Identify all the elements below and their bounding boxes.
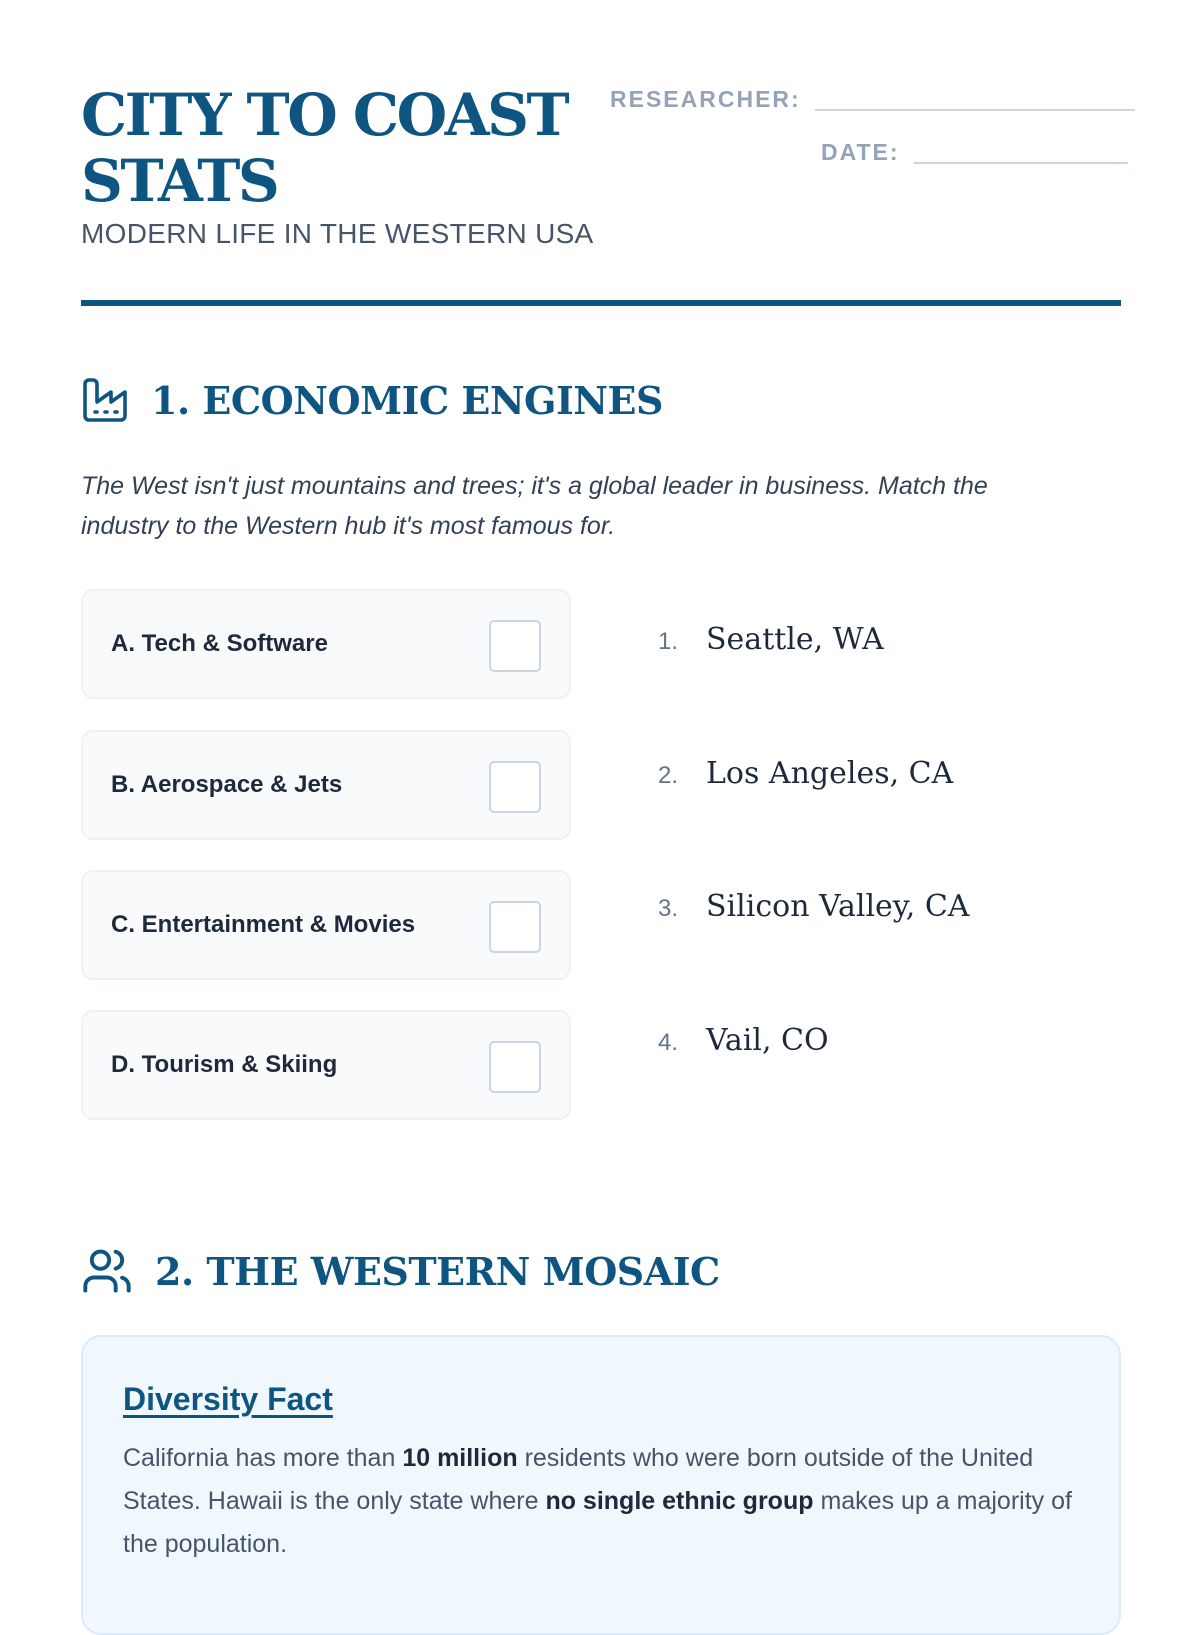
- answer-box[interactable]: [489, 620, 541, 672]
- worksheet-subtitle: MODERN LIFE IN THE WESTERN USA: [81, 218, 594, 249]
- location-name: Vail, CO: [706, 1023, 829, 1058]
- researcher-field: [610, 86, 1135, 113]
- section-title: 1. ECONOMIC ENGINES: [151, 377, 663, 423]
- date-label: DATE:: [821, 139, 900, 165]
- location-name: Los Angeles, CA: [706, 756, 954, 791]
- date-field: [821, 139, 1128, 166]
- fact-highlight: no single ethnic group: [545, 1487, 814, 1515]
- answer-box[interactable]: [489, 1041, 541, 1093]
- location-item: [658, 889, 969, 924]
- researcher-blank-line[interactable]: [815, 107, 1135, 111]
- fact-text: residents who were born outside of the United States. Hawaii is the only state where: [123, 1444, 1034, 1515]
- location-item: [658, 1023, 829, 1058]
- users-icon: [81, 1245, 133, 1297]
- researcher-label: RESEARCHER:: [610, 86, 801, 112]
- industry-label: B. Aerospace & Jets: [111, 771, 343, 798]
- location-number: 4.: [658, 1029, 679, 1056]
- location-number: 3.: [658, 895, 679, 922]
- diversity-fact-box: [81, 1335, 1121, 1635]
- location-number: 1.: [658, 628, 679, 655]
- date-blank-line[interactable]: [914, 160, 1128, 164]
- section-western-mosaic-heading: [81, 1245, 720, 1297]
- location-name: Silicon Valley, CA: [706, 889, 970, 924]
- section-intro: The West isn't just mountains and trees; it's a global leader in business. Match the industry to the Western hub it's most famous for.: [81, 472, 988, 540]
- industry-label: C. Entertainment & Movies: [111, 911, 416, 938]
- location-item: [658, 622, 884, 657]
- industry-label: D. Tourism & Skiing: [111, 1051, 338, 1078]
- section-economic-engines-heading: [81, 376, 663, 424]
- location-item: [658, 756, 953, 791]
- industry-card: [81, 870, 571, 980]
- factory-icon: [81, 376, 129, 424]
- location-name: Seattle, WA: [706, 622, 884, 657]
- location-number: 2.: [658, 762, 679, 789]
- worksheet-title: CITY TO COAST STATS: [81, 81, 568, 215]
- industry-card: [81, 589, 571, 699]
- section-title: 2. THE WESTERN MOSAIC: [155, 1248, 720, 1294]
- fact-text: makes up a majority of the population.: [123, 1487, 1072, 1558]
- industry-card: [81, 730, 571, 840]
- fact-highlight: 10 million: [402, 1444, 518, 1472]
- header-divider: [81, 300, 1121, 306]
- fact-text: California has more than: [123, 1444, 403, 1472]
- answer-box[interactable]: [489, 761, 541, 813]
- industry-label: A. Tech & Software: [111, 630, 328, 657]
- answer-box[interactable]: [489, 901, 541, 953]
- fact-body: [123, 1437, 1083, 1566]
- fact-title: Diversity Fact: [123, 1381, 333, 1417]
- industry-card: [81, 1010, 571, 1120]
